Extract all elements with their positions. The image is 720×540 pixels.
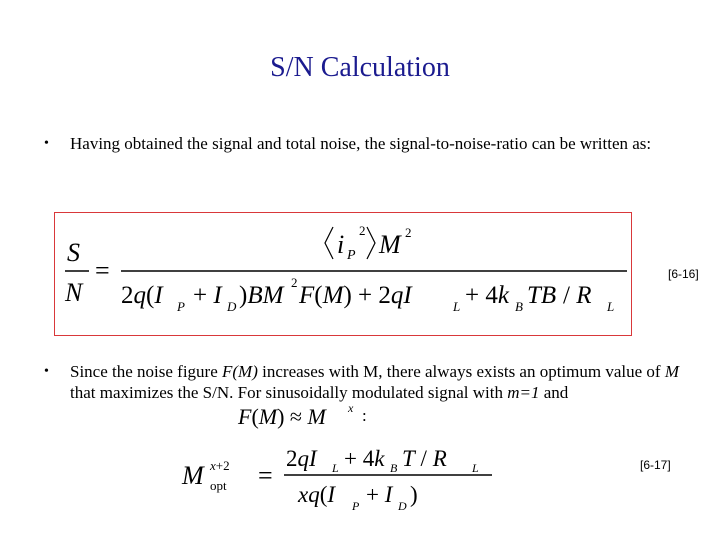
svg-text:B: B [515,299,523,314]
svg-text:P: P [347,248,356,263]
svg-text:)BM: )BM [239,282,284,309]
svg-text:2: 2 [359,223,366,238]
bullet-marker: • [44,136,49,151]
svg-text:x+2: x+2 [210,458,230,473]
bullet-marker: • [44,364,49,379]
svg-text:F(M) ≈ M: F(M) ≈ M [238,404,326,429]
svg-text:2: 2 [405,225,412,240]
equation-ref-1: [6-16] [668,267,699,281]
svg-text:M: M [379,230,401,259]
slide-title: S/N Calculation [270,52,450,83]
svg-text:x: x [348,401,354,415]
svg-text:B: B [390,461,398,475]
optimum-gain-equation [180,440,500,520]
svg-text:TB: TB [527,282,557,309]
svg-text:P: P [352,499,360,513]
equation-ref-2: [6-17] [640,458,671,472]
svg-text:L: L [453,299,461,314]
bullet-text-2: Since the noise figure F(M) increases with M, there always exists an optimum value of M that maximizes the S/N. For sinusoidally modulated signal with m=1 and [70,362,680,402]
svg-text:+ 4k: + 4k [344,446,385,471]
svg-text:P: P [177,299,185,314]
svg-text:L: L [472,461,479,475]
svg-text:/ R: / R [563,282,592,309]
inline-noise-figure-approx [236,400,358,434]
svg-text:S: S [67,238,80,267]
svg-text:T / R: T / R [402,446,447,471]
svg-text:L: L [332,461,339,475]
bullet-text-1: Having obtained the signal and total noise, the signal-to-noise-ratio can be written as: [70,134,652,153]
svg-text:+ 4k: + 4k [465,282,509,309]
svg-text:xq(I: xq(I [298,482,336,507]
svg-text:D: D [227,299,237,314]
svg-text:F(M) + 2qI: F(M) + 2qI [299,282,412,309]
svg-text:=: = [95,256,110,285]
bullet-text-2-end: : [362,406,367,425]
svg-text:N: N [65,278,83,307]
svg-text:+ I: + I [193,282,222,309]
svg-text:2: 2 [291,275,298,290]
svg-text:i: i [337,230,345,259]
svg-text:=: = [258,461,273,490]
svg-text:D: D [398,499,407,513]
equation-box [54,212,632,336]
svg-text:L: L [607,299,615,314]
svg-text:opt: opt [210,478,227,493]
svg-text:): ) [410,482,418,507]
svg-text:2q(I: 2q(I [121,282,163,309]
snr-equation [55,213,633,337]
svg-text:2qI: 2qI [286,446,317,471]
svg-text:+ I: + I [366,482,393,507]
svg-text:M: M [182,461,204,490]
